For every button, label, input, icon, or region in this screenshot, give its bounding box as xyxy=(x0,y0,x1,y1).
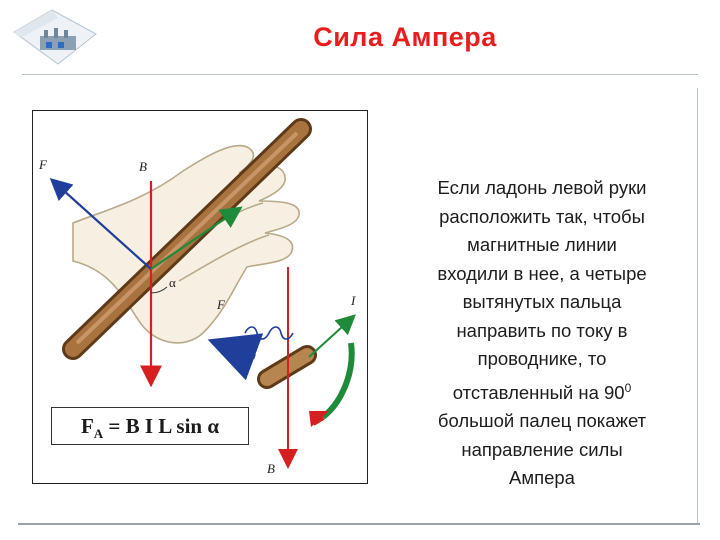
left-hand-rule-illustration xyxy=(32,110,368,484)
desc-line-5: вытянутых пальца xyxy=(462,291,622,312)
label-i-right: I xyxy=(351,293,356,308)
rotation-arrow-head xyxy=(309,411,329,427)
page-title: Сила Ампера xyxy=(313,22,497,52)
desc-line-2: расположить так, чтобы xyxy=(439,205,645,227)
formula-sub: A xyxy=(93,426,104,442)
label-b-top: B xyxy=(139,159,147,174)
desc-line-8 xyxy=(392,374,692,408)
ampere-force-formula xyxy=(51,407,249,445)
rule-description xyxy=(392,174,692,493)
formula-f: F xyxy=(80,414,94,438)
force-arrow-2 xyxy=(217,343,255,357)
desc-line-11: Ампера xyxy=(509,467,575,489)
desc-line-4: входили в нее, а четыре xyxy=(437,262,647,284)
desc-line-1: Если ладонь левой руки xyxy=(437,177,647,198)
field-coil xyxy=(245,327,293,339)
current-arrow-2 xyxy=(309,317,353,357)
label-f-left: F xyxy=(39,157,47,172)
label-b-bottom: B xyxy=(267,461,275,476)
top-divider xyxy=(22,74,698,75)
desc-degree-sup: 0 xyxy=(624,380,632,395)
desc-line-3: магнитные линии xyxy=(467,234,617,255)
label-f-mid: F xyxy=(217,297,225,312)
label-alpha: α xyxy=(169,275,176,290)
right-divider xyxy=(697,88,698,524)
desc-line-9: большой палец покажет xyxy=(437,410,647,432)
desc-line-8-text: отставленный на 90 xyxy=(452,381,625,403)
desc-line-7: проводнике, то xyxy=(477,348,607,369)
desc-line-6: направить по току в xyxy=(456,319,628,341)
formula-rest: = B I L sin α xyxy=(103,414,220,438)
desc-line-10: направление силы xyxy=(461,438,623,460)
rotation-arrow-green xyxy=(323,343,352,417)
bottom-divider xyxy=(18,523,700,525)
